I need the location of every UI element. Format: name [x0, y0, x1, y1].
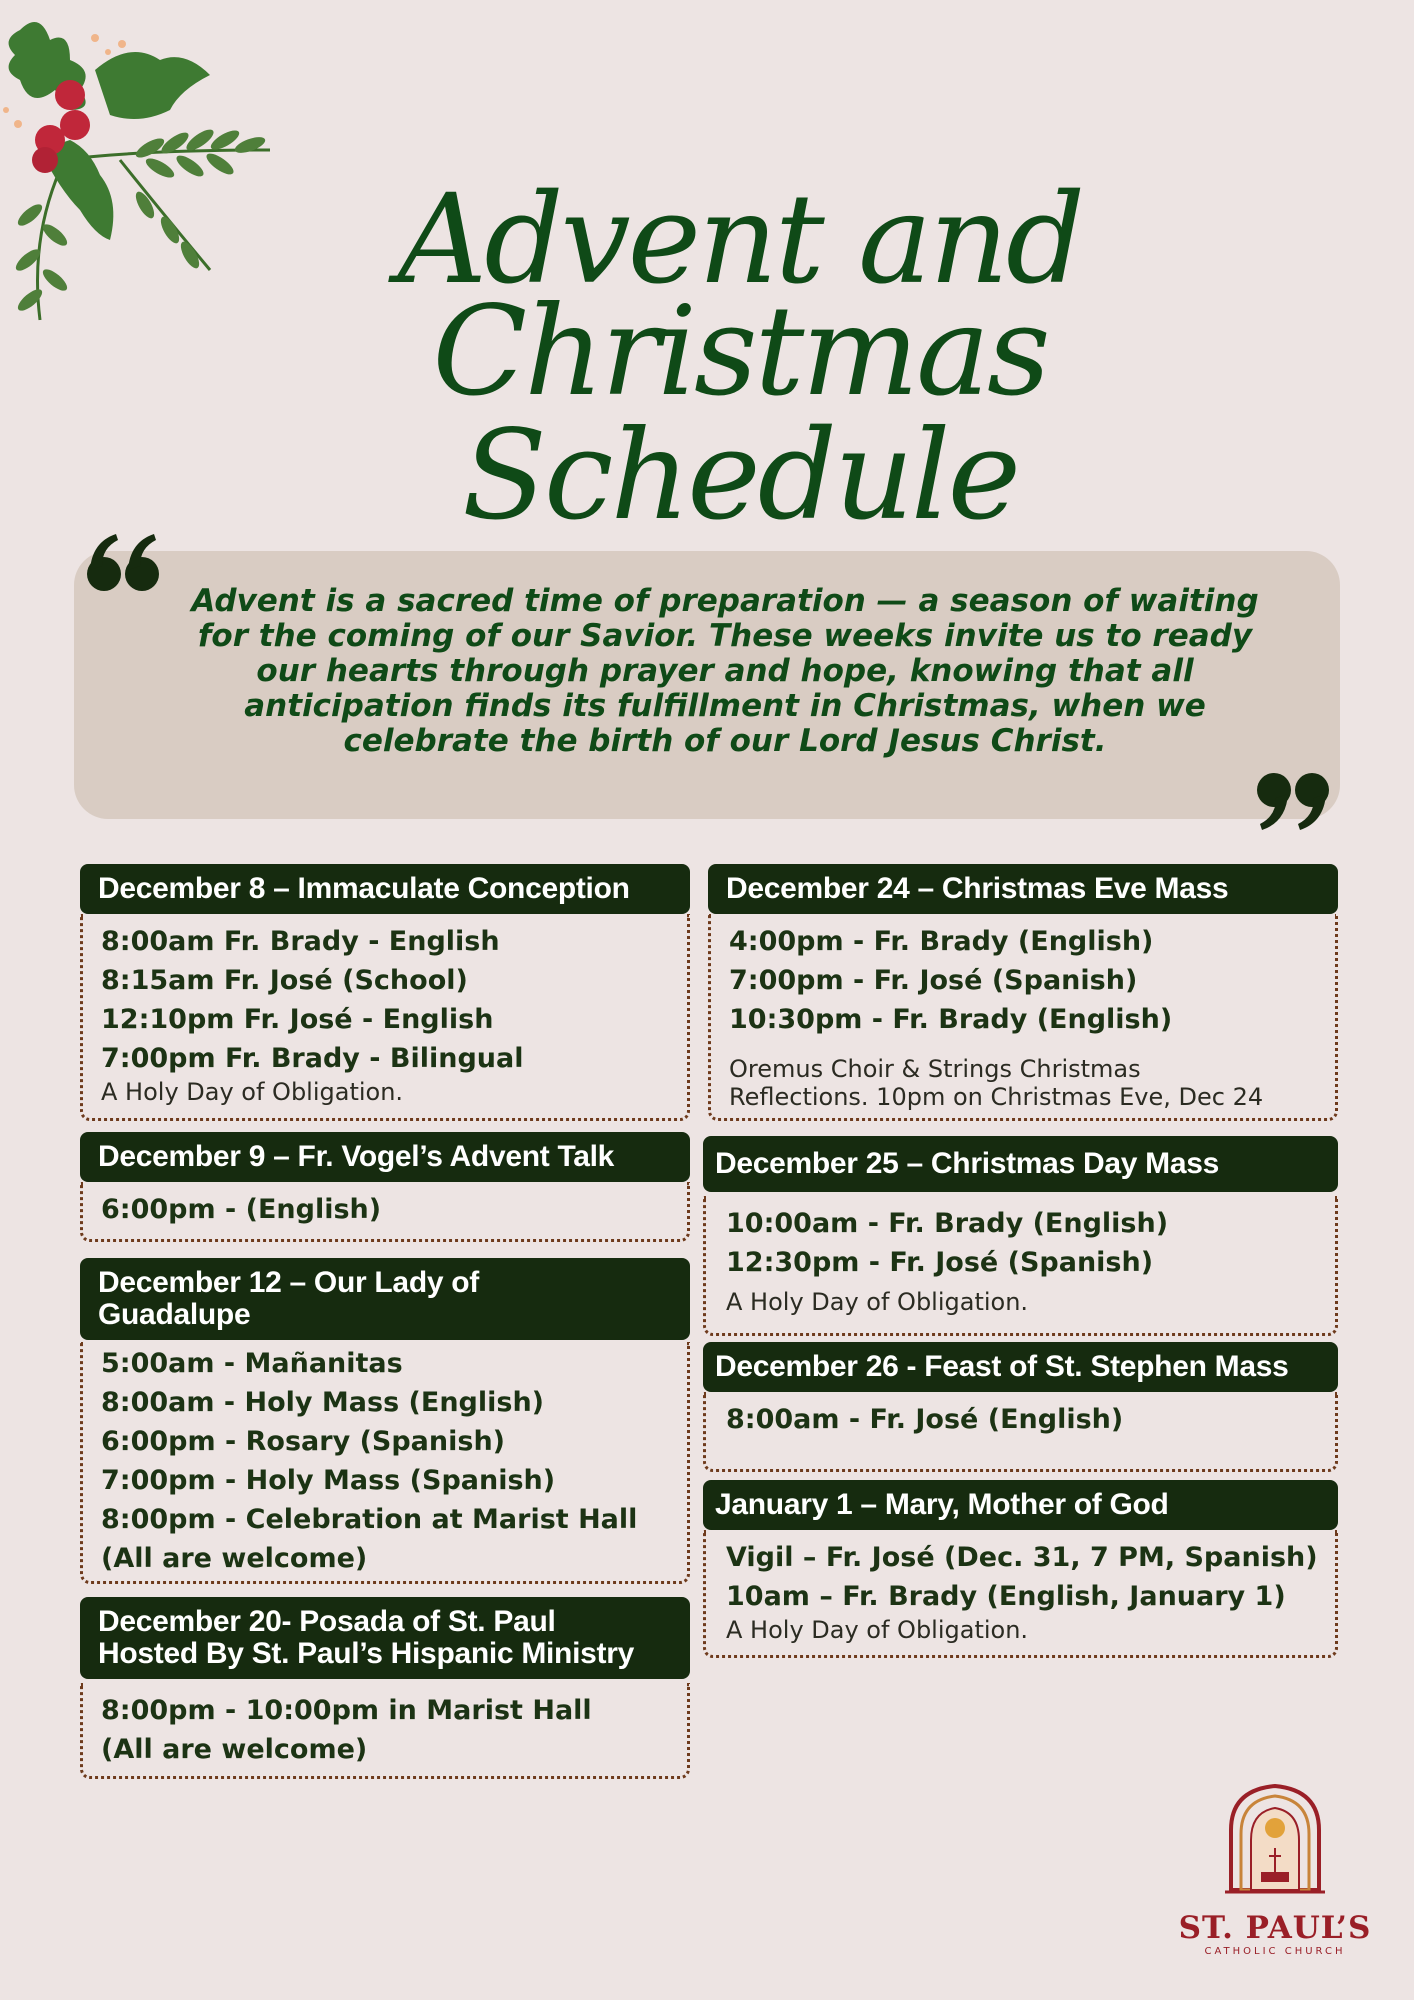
schedule-line: 8:00pm - 10:00pm in Marist Hall	[101, 1695, 592, 1726]
event-title-line: December 12 – Our Lady of	[98, 1266, 479, 1299]
schedule-line: 8:00am Fr. Brady - English	[101, 926, 500, 957]
event-card-dec25	[703, 1136, 1338, 1336]
event-card-dec20	[80, 1597, 690, 1779]
schedule-note: A Holy Day of Obligation.	[101, 1078, 404, 1106]
event-title: December 26 - Feast of St. Stephen Mass	[703, 1342, 1338, 1392]
event-card-dec12	[80, 1258, 690, 1584]
event-title: December 8 – Immaculate Conception	[80, 864, 690, 914]
schedule-line: 4:00pm - Fr. Brady (English)	[729, 926, 1154, 957]
schedule-line: 10:00am - Fr. Brady (English)	[726, 1208, 1169, 1239]
event-title-line: Hosted By St. Paul’s Hispanic Ministry	[98, 1637, 634, 1670]
page-title-line1: Advent and	[397, 168, 1083, 312]
event-title-line: Guadalupe	[98, 1298, 251, 1331]
schedule-line: (All are welcome)	[101, 1543, 368, 1574]
schedule-note: A Holy Day of Obligation.	[726, 1288, 1029, 1316]
schedule-line: (All are welcome)	[101, 1734, 368, 1765]
schedule-line: 10:30pm - Fr. Brady (English)	[729, 1004, 1173, 1035]
page-title-line2: Christmas Schedule	[432, 280, 1048, 548]
schedule-line: 8:00am - Holy Mass (English)	[101, 1387, 545, 1418]
schedule-line: 7:00pm - Holy Mass (Spanish)	[101, 1465, 556, 1496]
event-title: December 25 – Christmas Day Mass	[703, 1136, 1338, 1192]
schedule-line: 5:00am - Mañanitas	[101, 1348, 403, 1379]
schedule-line: Vigil – Fr. José (Dec. 31, 7 PM, Spanish)	[726, 1542, 1318, 1573]
open-quote-icon	[86, 530, 166, 596]
schedule-line: 7:00pm - Fr. José (Spanish)	[729, 965, 1138, 996]
event-card-dec26	[703, 1342, 1338, 1472]
close-quote-icon	[1252, 768, 1332, 834]
event-card-jan1	[703, 1480, 1338, 1658]
schedule-line: 12:30pm - Fr. José (Spanish)	[726, 1247, 1154, 1278]
schedule-line: 8:15am Fr. José (School)	[101, 965, 468, 996]
schedule-note: Oremus Choir & Strings Christmas	[729, 1055, 1141, 1083]
event-card-dec9	[80, 1132, 690, 1242]
schedule-note: Reflections. 10pm on Christmas Eve, Dec 24	[729, 1083, 1264, 1111]
event-title: January 1 – Mary, Mother of God	[703, 1480, 1338, 1530]
schedule-note: A Holy Day of Obligation.	[726, 1616, 1029, 1644]
schedule-line: 8:00am - Fr. José (English)	[726, 1404, 1124, 1435]
schedule-line: 6:00pm - (English)	[101, 1194, 382, 1225]
event-title: December 24 – Christmas Eve Mass	[708, 864, 1338, 914]
schedule-line: 10am – Fr. Brady (English, January 1)	[726, 1581, 1286, 1612]
event-card-dec8	[80, 864, 690, 1121]
schedule-line: 7:00pm Fr. Brady - Bilingual	[101, 1043, 524, 1074]
church-name: ST. PAUL’S	[1178, 1910, 1372, 1946]
schedule-line: 12:10pm Fr. José - English	[101, 1004, 494, 1035]
event-title	[80, 1258, 690, 1340]
event-title-line: December 20- Posada of St. Paul	[98, 1605, 556, 1638]
event-card-dec24	[708, 864, 1338, 1121]
schedule-line: 6:00pm - Rosary (Spanish)	[101, 1426, 506, 1457]
event-title: December 9 – Fr. Vogel’s Advent Talk	[80, 1132, 690, 1182]
advent-quote: Advent is a sacred time of preparation — a season of waiting for the coming of our Savior. These weeks invite us to ready our hearts through prayer and hope, knowing that all anticipation finds its fulfillment in Christmas, when we celebrate the birth of our Lord Jesus Christ.	[191, 583, 1259, 759]
event-title	[80, 1597, 690, 1679]
schedule-line: 8:00pm - Celebration at Marist Hall	[101, 1504, 638, 1535]
church-subtitle: CATHOLIC CHURCH	[1204, 1946, 1346, 1957]
